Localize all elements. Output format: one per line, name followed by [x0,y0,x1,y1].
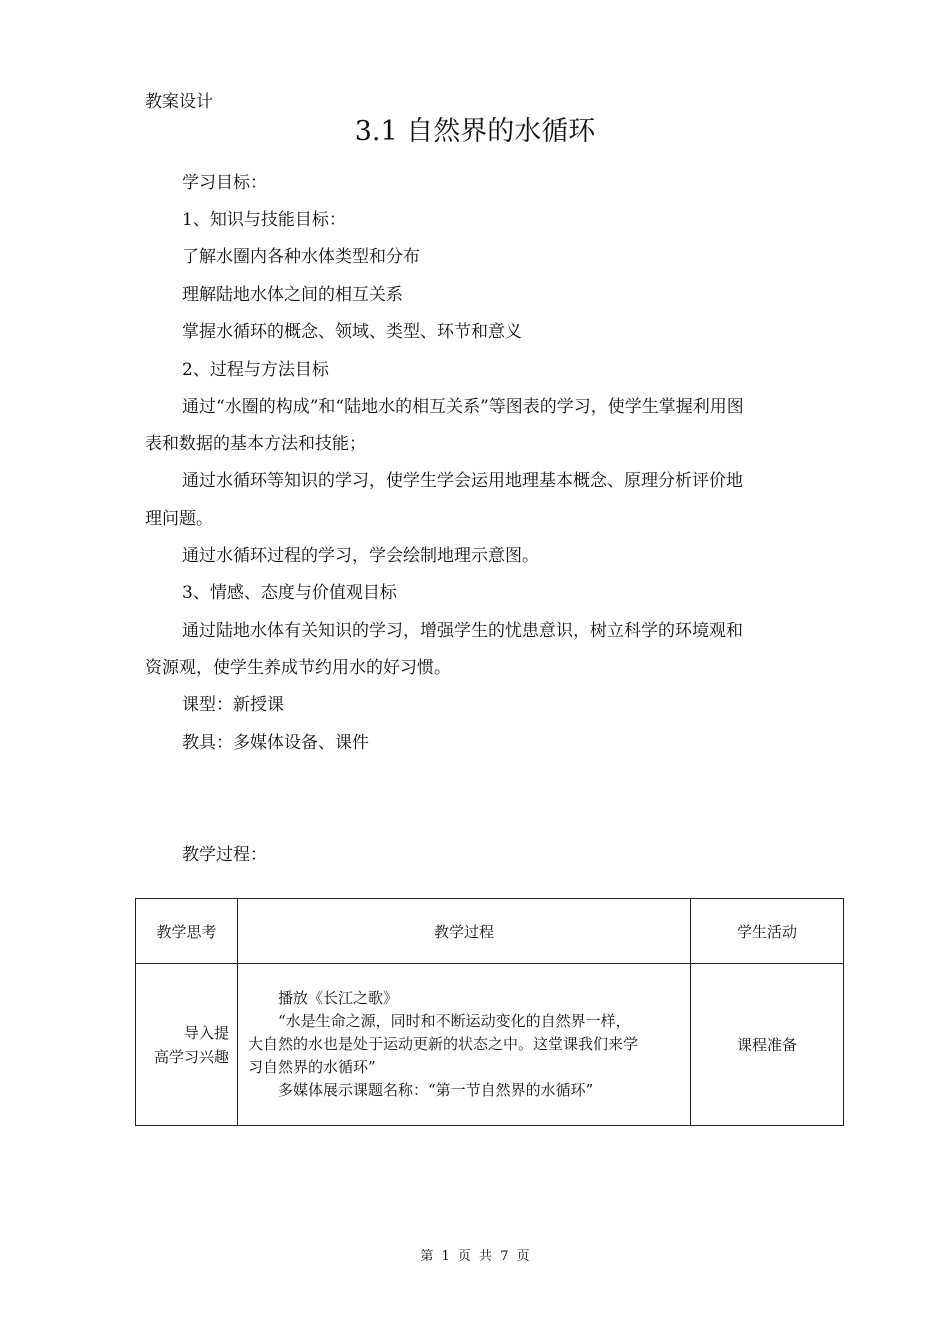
process-line-5: 多媒体展示课题名称：“第一节自然界的水循环” [278,1081,594,1099]
cell-process [238,964,691,1126]
thinking-line-2: 高学习兴趣 [153,1047,229,1066]
header-process: 教学过程 [238,899,691,964]
thinking-line-1: 导入提 [183,1023,229,1042]
knowledge-item-1: 了解水圈内各种水体类型和分布 [182,247,420,267]
cell-thinking [136,964,238,1126]
process-paragraph-1-line-1: 通过“水圈的构成”和“陆地水的相互关系”等图表的学习，使学生掌握利用图 [182,397,744,417]
header-thinking: 教学思考 [136,899,238,964]
process-line-1: 播放《长江之歌》 [278,989,399,1007]
process-line-3: 大自然的水也是处于运动更新的状态之中。这堂课我们来学 [248,1035,639,1053]
cell-activity: 课程准备 [691,964,844,1126]
emotion-paragraph-line-1: 通过陆地水体有关知识的学习，增强学生的忧患意识，树立科学的环境观和 [182,621,743,641]
teaching-process-table [135,898,844,1126]
table-header-row [136,899,844,964]
objectives-heading: 学习目标： [182,173,267,193]
emotion-heading: 3、情感、态度与价值观目标 [182,583,397,603]
knowledge-heading: 1、知识与技能目标： [182,210,346,230]
teaching-process-label: 教学过程： [182,845,267,865]
process-paragraph-3: 通过水循环过程的学习，学会绘制地理示意图。 [182,546,539,566]
process-paragraph-1-line-2: 表和数据的基本方法和技能； [145,434,366,454]
page-footer: 第 1 页 共 7 页 [420,1249,530,1264]
document-title: 3.1 自然界的水循环 [354,116,596,147]
lesson-type: 课型：新授课 [182,695,284,715]
process-line-4: 习自然界的水循环” [248,1058,376,1076]
knowledge-item-2: 理解陆地水体之间的相互关系 [182,285,403,305]
teaching-aids: 教具：多媒体设备、课件 [182,733,369,753]
process-heading: 2、过程与方法目标 [182,360,329,380]
emotion-paragraph-line-2: 资源观，使学生养成节约用水的好习惯。 [145,658,451,678]
process-paragraph-2-line-2: 理问题。 [145,509,213,529]
header-label: 教案设计 [145,92,213,112]
header-activity: 学生活动 [691,899,844,964]
process-line-2: “水是生命之源，同时和不断运动变化的自然界一样， [278,1012,631,1030]
knowledge-item-3: 掌握水循环的概念、领域、类型、环节和意义 [182,322,522,342]
table-row [136,964,844,1126]
process-paragraph-2-line-1: 通过水循环等知识的学习，使学生学会运用地理基本概念、原理分析评价地 [182,471,743,491]
